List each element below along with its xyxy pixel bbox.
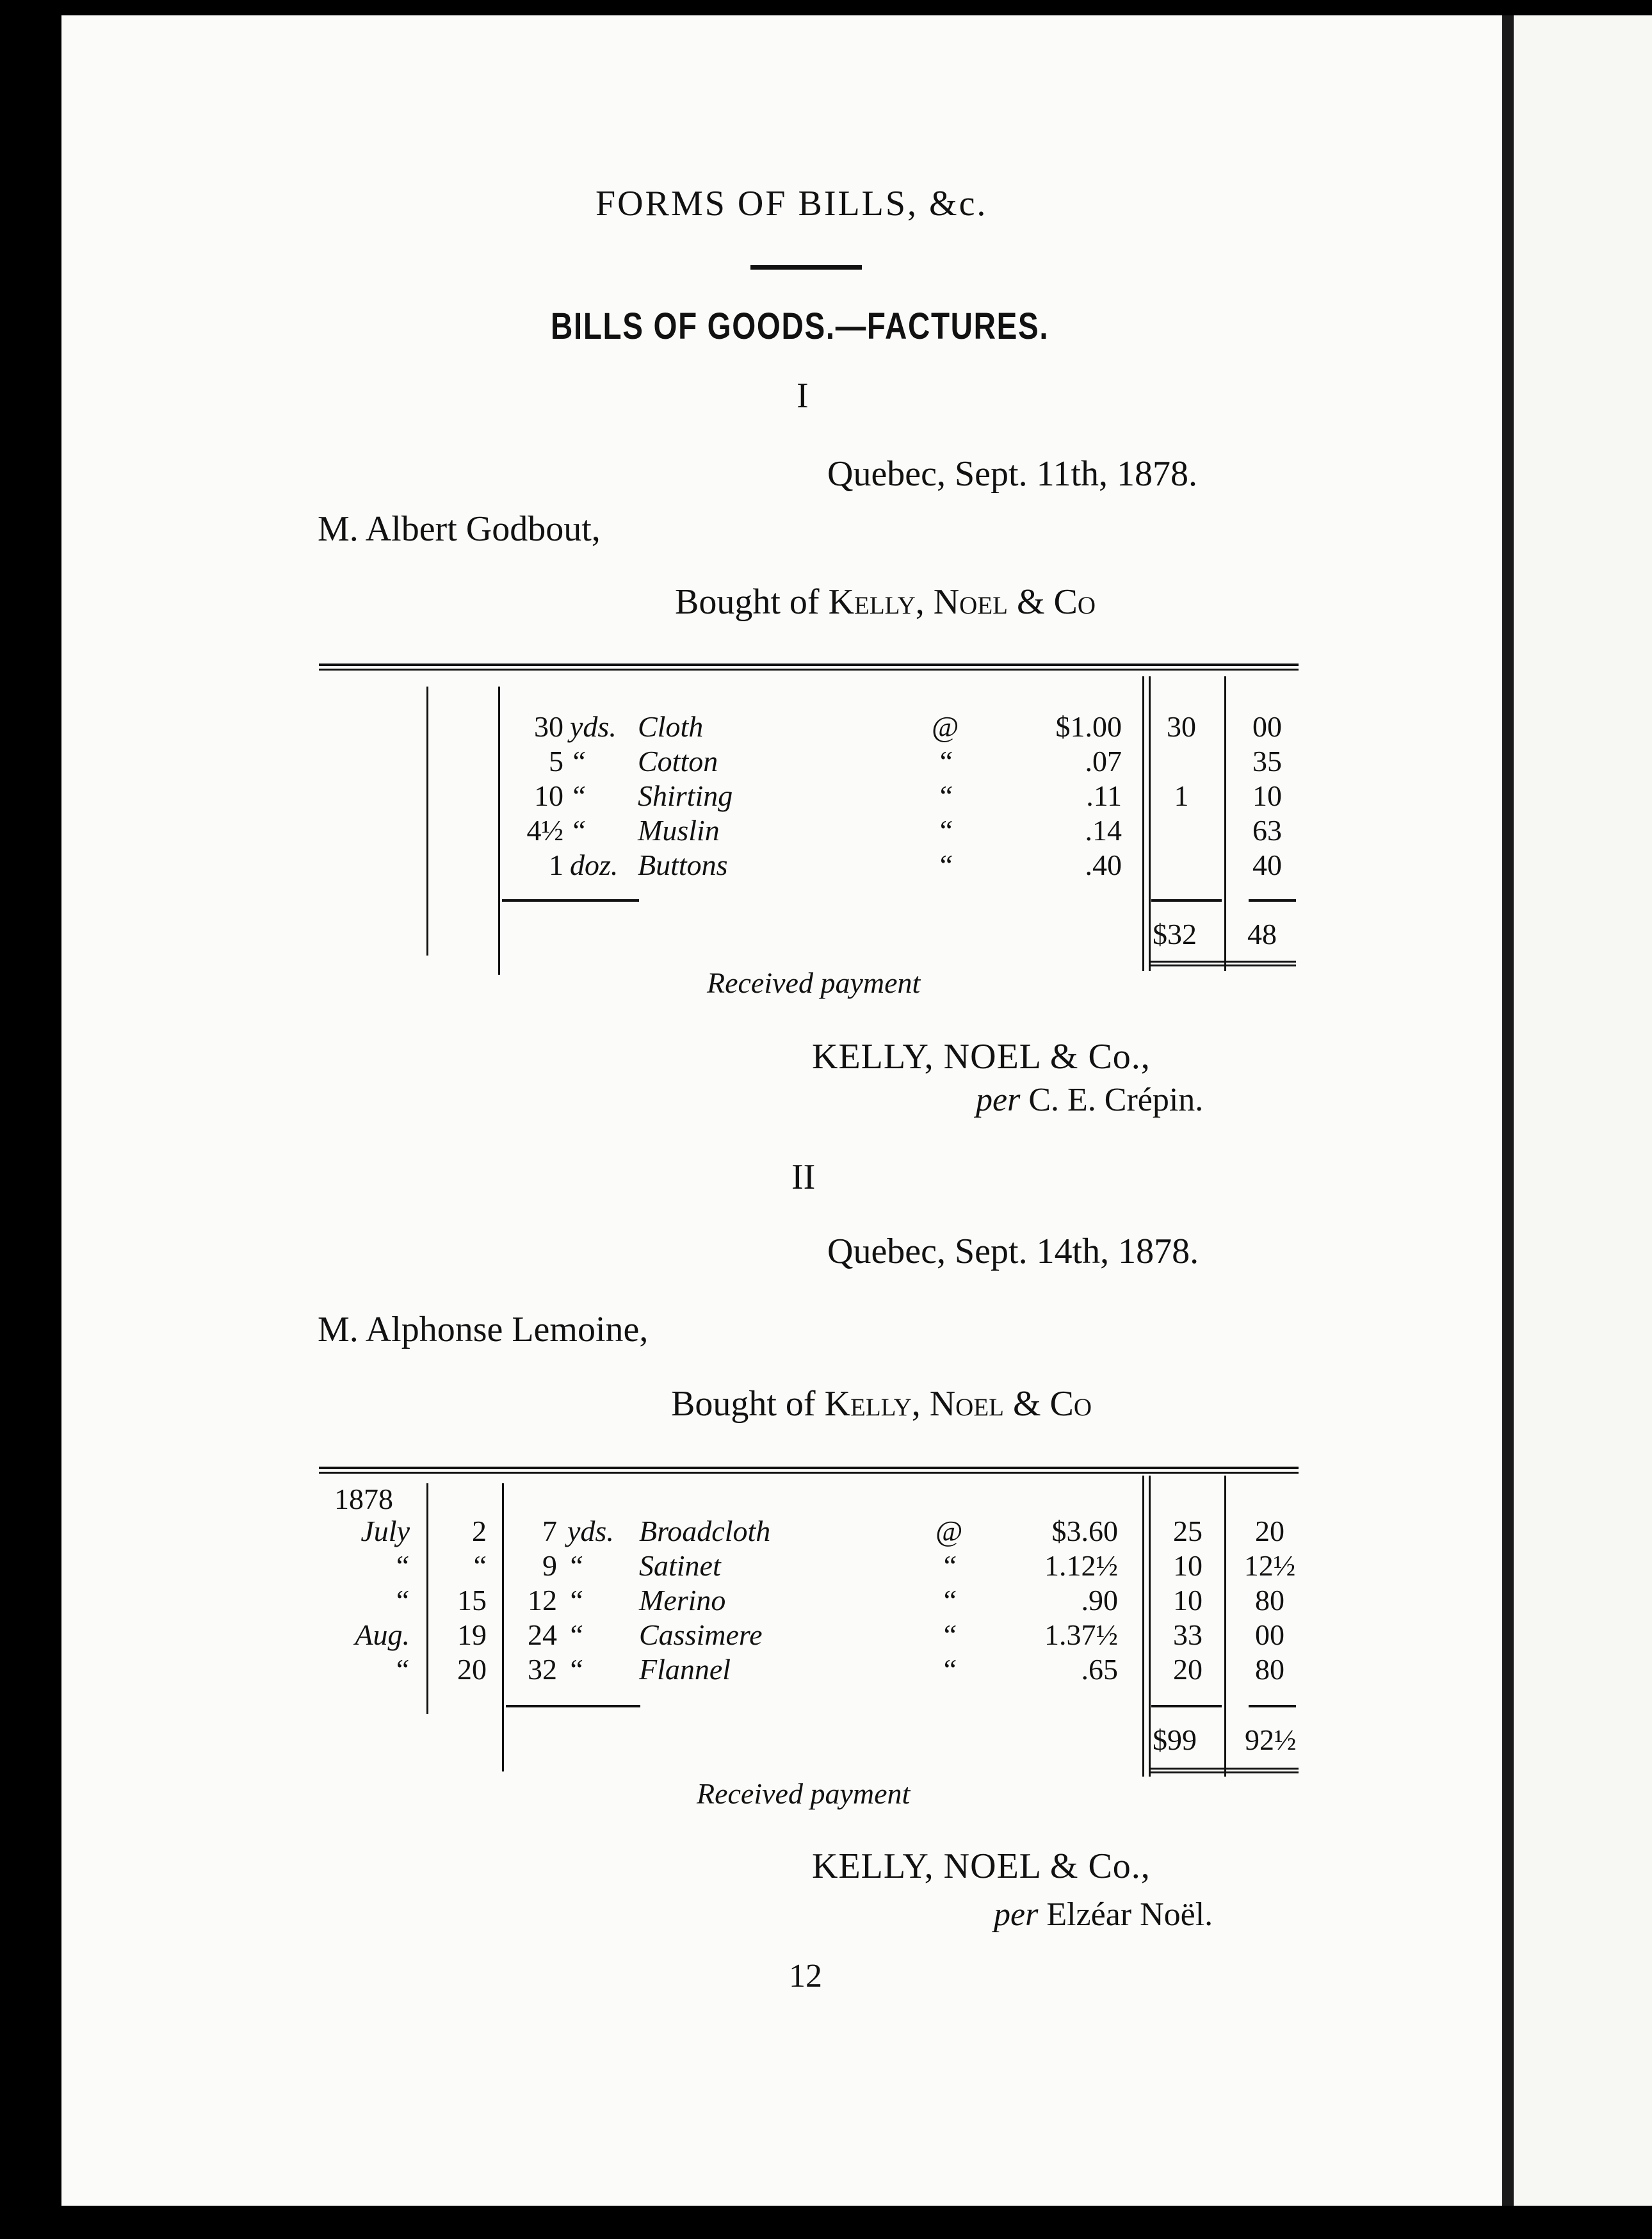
item-day: 19 — [457, 1618, 487, 1651]
item-dollars: 33 — [1173, 1618, 1203, 1651]
bought-of-line — [675, 582, 1096, 623]
item-cents: 80 — [1255, 1584, 1284, 1616]
item-name: Satinet — [639, 1549, 721, 1582]
item-name: Cloth — [638, 710, 704, 743]
ledger-col-rule — [1149, 1476, 1151, 1777]
item-name: Muslin — [638, 814, 720, 847]
item-cents: 80 — [1255, 1653, 1284, 1686]
item-price: 1.37½ — [1044, 1618, 1118, 1651]
bought-prefix: Bought of — [671, 1384, 825, 1424]
seller-firm: Kelly, Noel & Co — [824, 1384, 1092, 1424]
item-month: July — [360, 1515, 410, 1547]
item-quantity: 32 — [528, 1653, 557, 1686]
item-month: “ — [393, 1653, 410, 1686]
bill-date: Quebec, Sept. 11th, 1878. — [827, 454, 1198, 494]
item-day: 15 — [457, 1584, 487, 1616]
ledger-sum-rule — [502, 899, 639, 902]
ledger-col-rule — [426, 1483, 428, 1714]
item-price: .90 — [1081, 1584, 1118, 1616]
item-unit: yds. — [567, 1515, 614, 1547]
item-name: Broadcloth — [639, 1515, 771, 1547]
item-quantity: 10 — [534, 779, 563, 812]
item-price: 1.12½ — [1044, 1549, 1118, 1582]
per-line — [994, 1896, 1213, 1934]
received-payment: Received payment — [697, 1777, 911, 1810]
item-unit: “ — [567, 1653, 584, 1686]
ledger-sum-rule — [1151, 1705, 1222, 1707]
ledger-sum-rule — [506, 1705, 640, 1707]
item-quantity: 7 — [542, 1515, 557, 1547]
item-name: Buttons — [638, 849, 728, 881]
item-day: 20 — [457, 1653, 487, 1686]
item-price: .65 — [1081, 1653, 1118, 1686]
item-cents: 63 — [1252, 814, 1282, 847]
section-heading: BILLS OF GOODS.—FACTURES. — [551, 305, 1049, 347]
item-price: $1.00 — [1055, 710, 1122, 743]
page-gutter — [1502, 15, 1514, 2206]
bought-of-line — [671, 1383, 1092, 1424]
bought-prefix: Bought of — [675, 582, 829, 622]
item-cents: 10 — [1252, 779, 1282, 812]
item-dollars: 30 — [1167, 710, 1196, 743]
ledger-sum-rule — [1249, 899, 1296, 902]
item-quantity: 30 — [534, 710, 563, 743]
item-at: “ — [941, 1584, 957, 1616]
item-cents: 20 — [1255, 1515, 1284, 1547]
facing-page-edge — [1514, 15, 1652, 2206]
item-cents: 35 — [1252, 745, 1282, 778]
total-dollars: $99 — [1153, 1723, 1197, 1756]
item-unit: yds. — [570, 710, 617, 743]
per-word: per — [994, 1896, 1039, 1933]
item-dollars: 20 — [1173, 1653, 1203, 1686]
item-month: “ — [393, 1584, 410, 1616]
item-at: “ — [937, 745, 953, 778]
per-name: C. E. Crépin. — [1028, 1082, 1204, 1118]
item-unit: “ — [567, 1549, 584, 1582]
item-quantity: 4½ — [526, 814, 563, 847]
item-at: “ — [941, 1618, 957, 1651]
item-price: .11 — [1086, 779, 1122, 812]
item-name: Flannel — [639, 1653, 731, 1686]
ledger-year: 1878 — [334, 1483, 393, 1515]
item-cents: 00 — [1255, 1618, 1284, 1651]
item-day: 2 — [472, 1515, 487, 1547]
ledger-top-rule — [319, 1467, 1299, 1474]
item-cents: 40 — [1252, 849, 1282, 881]
bill-numeral: II — [791, 1157, 816, 1197]
item-price: $3.60 — [1051, 1515, 1118, 1547]
item-quantity: 1 — [549, 849, 563, 881]
page-number: 12 — [789, 1958, 822, 1994]
title-rule — [750, 265, 862, 270]
ledger-col-rule — [502, 1483, 504, 1771]
item-at: “ — [937, 849, 953, 881]
item-name: Cassimere — [639, 1618, 763, 1651]
firm-signature: KELLY, NOEL & Co., — [812, 1037, 1151, 1077]
ledger-sum-rule — [1151, 899, 1222, 902]
total-cents: 48 — [1247, 918, 1277, 950]
item-unit: “ — [570, 814, 587, 847]
item-at: “ — [941, 1549, 957, 1582]
ledger-col-rule — [1224, 1476, 1226, 1777]
ledger-total-rule — [1149, 1768, 1299, 1773]
item-at: @ — [931, 710, 959, 743]
per-word: per — [976, 1082, 1021, 1118]
firm-signature: KELLY, NOEL & Co., — [812, 1846, 1151, 1886]
ledger-top-rule — [319, 664, 1299, 671]
received-payment: Received payment — [707, 966, 921, 999]
item-quantity: 5 — [549, 745, 563, 778]
item-at: “ — [937, 814, 953, 847]
item-quantity: 9 — [542, 1549, 557, 1582]
item-dollars: 1 — [1174, 779, 1189, 812]
bill-ledger — [319, 664, 1299, 971]
item-dollars: 10 — [1173, 1549, 1203, 1582]
total-cents: 92½ — [1245, 1723, 1297, 1756]
total-dollars: $32 — [1153, 918, 1197, 950]
item-unit: “ — [570, 779, 587, 812]
item-quantity: 12 — [528, 1584, 557, 1616]
item-cents: 12½ — [1243, 1549, 1296, 1582]
ledger-col-rule — [1142, 676, 1144, 971]
item-name: Cotton — [638, 745, 718, 778]
ledger-total-rule — [1149, 961, 1296, 966]
bill-numeral: I — [797, 376, 809, 416]
item-price: .07 — [1085, 745, 1122, 778]
customer-name: M. Alphonse Lemoine, — [318, 1310, 649, 1349]
item-at: “ — [937, 779, 953, 812]
ledger-col-rule — [1142, 1476, 1144, 1777]
item-dollars: 25 — [1173, 1515, 1203, 1547]
seller-firm: Kelly, Noel & Co — [828, 582, 1096, 622]
ledger-col-rule — [1224, 676, 1226, 971]
item-at: “ — [941, 1653, 957, 1686]
item-price: .40 — [1085, 849, 1122, 881]
per-name: Elzéar Noël. — [1046, 1896, 1213, 1933]
item-dollars: 10 — [1173, 1584, 1203, 1616]
ledger-col-rule — [498, 687, 500, 975]
item-quantity: 24 — [528, 1618, 557, 1651]
item-unit: “ — [567, 1584, 584, 1616]
item-cents: 00 — [1252, 710, 1282, 743]
ledger-col-rule — [426, 687, 428, 956]
customer-name: M. Albert Godbout, — [318, 509, 601, 549]
item-month: Aug. — [355, 1618, 410, 1651]
page-title: FORMS OF BILLS, &c. — [595, 184, 988, 224]
item-unit: doz. — [570, 849, 619, 881]
ledger-sum-rule — [1249, 1705, 1296, 1707]
item-name: Merino — [639, 1584, 726, 1616]
item-at: @ — [935, 1515, 963, 1547]
bill-date: Quebec, Sept. 14th, 1878. — [827, 1232, 1199, 1271]
per-line — [976, 1081, 1203, 1119]
item-price: .14 — [1085, 814, 1122, 847]
item-unit: “ — [567, 1618, 584, 1651]
item-name: Shirting — [638, 779, 733, 812]
item-day: “ — [473, 1549, 487, 1582]
item-unit: “ — [570, 745, 587, 778]
item-month: “ — [393, 1549, 410, 1582]
